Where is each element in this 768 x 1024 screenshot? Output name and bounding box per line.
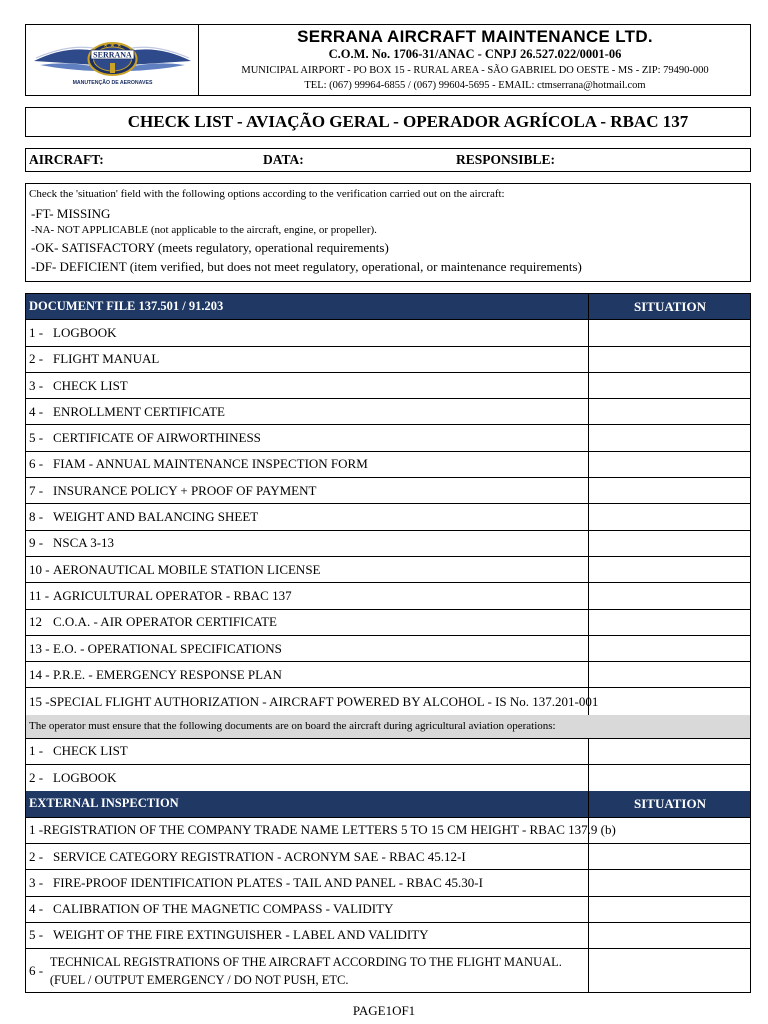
item-text: ENROLLMENT CERTIFICATE bbox=[53, 403, 225, 419]
item-description bbox=[26, 452, 589, 477]
option-deficient: -DF- DEFICIENT (item verified, but does not meet regulatory, operational, or maintenance requirements) bbox=[31, 259, 582, 274]
item-text: CHECK LIST bbox=[53, 743, 128, 759]
checklist-row bbox=[26, 739, 750, 765]
item-description bbox=[26, 557, 589, 582]
item-description bbox=[26, 844, 589, 869]
checklist-row bbox=[26, 636, 750, 662]
checklist-row bbox=[26, 897, 750, 923]
situation-header: SITUATION bbox=[633, 795, 706, 811]
aircraft-field-label: AIRCRAFT: bbox=[29, 152, 104, 167]
item-text: FIAM - ANNUAL MAINTENANCE INSPECTION FORM bbox=[53, 456, 368, 472]
company-name: SERRANA AIRCRAFT MAINTENANCE LTD. bbox=[297, 27, 653, 46]
situation-cell[interactable] bbox=[590, 636, 750, 661]
situation-cell[interactable] bbox=[590, 478, 750, 503]
item-description bbox=[26, 739, 589, 764]
situation-cell[interactable] bbox=[590, 557, 750, 582]
svg-text:★ ★ ★: ★ ★ ★ bbox=[102, 43, 123, 49]
item-number: 11 - bbox=[29, 587, 50, 603]
header-fields bbox=[25, 148, 751, 172]
checklist-row bbox=[26, 949, 750, 992]
checklist-row bbox=[26, 425, 750, 451]
item-number: 4 - bbox=[29, 403, 44, 419]
situation-cell[interactable] bbox=[590, 739, 750, 764]
item-description bbox=[26, 949, 589, 992]
section-header-documents bbox=[26, 294, 750, 320]
item-description bbox=[26, 425, 589, 450]
item-number: 1 - bbox=[29, 324, 44, 340]
item-text: WEIGHT AND BALANCING SHEET bbox=[53, 509, 259, 525]
item-text: CALIBRATION OF THE MAGNETIC COMPASS - VALIDITY bbox=[53, 901, 394, 917]
item-description bbox=[26, 347, 589, 372]
item-number: 10 - bbox=[29, 561, 50, 577]
section-title: DOCUMENT FILE 137.501 / 91.203 bbox=[26, 294, 589, 319]
checklist-row bbox=[26, 347, 750, 373]
item-text: LOGBOOK bbox=[53, 770, 117, 786]
item-text: AGRICULTURAL OPERATOR - RBAC 137 bbox=[53, 587, 292, 603]
item-description bbox=[26, 818, 616, 843]
situation-header: SITUATION bbox=[633, 298, 706, 314]
checklist-row bbox=[26, 478, 750, 504]
checklist-row bbox=[26, 870, 750, 896]
item-text: CHECK LIST bbox=[53, 377, 128, 393]
item-text: SERVICE CATEGORY REGISTRATION - ACRONYM SAE - RBAC 45.12-I bbox=[53, 848, 466, 864]
item-number: 1 - bbox=[29, 822, 44, 838]
option-not-applicable: -NA- NOT APPLICABLE (not applicable to the aircraft, engine, or propeller). bbox=[31, 224, 377, 236]
checklist-row bbox=[26, 610, 750, 636]
checklist-row bbox=[26, 688, 750, 714]
item-number: 5 - bbox=[29, 927, 44, 943]
logo-wordmark: SERRANA bbox=[93, 50, 132, 60]
situation-cell[interactable] bbox=[590, 583, 750, 608]
item-number: 4 - bbox=[29, 901, 44, 917]
instructions-intro: Check the 'situation' field with the following options according to the verification carried out on the aircraft: bbox=[29, 188, 505, 200]
item-description bbox=[26, 531, 589, 556]
item-description bbox=[26, 373, 589, 398]
situation-cell[interactable] bbox=[590, 531, 750, 556]
item-number: 6 - bbox=[29, 456, 44, 472]
logo-tagline: MANUTENÇÃO DE AERONAVES bbox=[72, 80, 153, 86]
situation-cell[interactable] bbox=[590, 373, 750, 398]
onboard-note: The operator must ensure that the following documents are on board the aircraft during agricultural aviation operations: bbox=[29, 720, 556, 733]
item-text: INSURANCE POLICY + PROOF OF PAYMENT bbox=[53, 482, 317, 498]
serrana-logo-image bbox=[26, 25, 199, 95]
item-number: 5 - bbox=[29, 430, 44, 446]
situation-cell[interactable] bbox=[590, 923, 750, 948]
onboard-note-row bbox=[26, 715, 750, 739]
checklist-row bbox=[26, 583, 750, 609]
situation-cell[interactable] bbox=[590, 688, 750, 714]
company-logo bbox=[26, 25, 199, 95]
item-number: 3 - bbox=[29, 874, 44, 890]
item-number: 9 - bbox=[29, 535, 44, 551]
checklist-row bbox=[26, 504, 750, 530]
company-contact: TEL: (067) 99964-6855 / (067) 99604-5695 - EMAIL: ctmserrana@hotmail.com bbox=[304, 80, 646, 91]
checklist-row bbox=[26, 662, 750, 688]
situation-cell[interactable] bbox=[590, 949, 750, 992]
situation-cell[interactable] bbox=[590, 320, 750, 345]
situation-cell[interactable] bbox=[590, 347, 750, 372]
item-description bbox=[26, 504, 589, 529]
date-field-label: DATA: bbox=[263, 152, 304, 167]
checklist-row bbox=[26, 320, 750, 346]
situation-cell[interactable] bbox=[590, 818, 750, 843]
situation-cell[interactable] bbox=[590, 765, 750, 791]
item-number: 7 - bbox=[29, 482, 44, 498]
item-description bbox=[26, 870, 589, 895]
item-text: P.R.E. - EMERGENCY RESPONSE PLAN bbox=[53, 666, 282, 682]
item-text: SPECIAL FLIGHT AUTHORIZATION - AIRCRAFT POWERED BY ALCOHOL - IS No. 137.201-001 bbox=[49, 693, 599, 709]
item-description bbox=[26, 765, 589, 791]
item-description bbox=[26, 636, 589, 661]
item-number: 13 - bbox=[29, 640, 50, 656]
item-number: 3 - bbox=[29, 377, 44, 393]
company-registration: C.O.M. No. 1706-31/ANAC - CNPJ 26.527.022/0001-06 bbox=[328, 47, 622, 61]
item-text: REGISTRATION OF THE COMPANY TRADE NAME LETTERS 5 TO 15 CM HEIGHT - RBAC 137.9 (b) bbox=[43, 822, 616, 838]
item-description bbox=[26, 662, 589, 687]
checklist-row bbox=[26, 531, 750, 557]
item-number: 8 - bbox=[29, 509, 44, 525]
checklist-row bbox=[26, 452, 750, 478]
situation-cell[interactable] bbox=[590, 662, 750, 687]
item-text: C.O.A. - AIR OPERATOR CERTIFICATE bbox=[53, 614, 277, 630]
checklist-row bbox=[26, 399, 750, 425]
situation-cell[interactable] bbox=[590, 452, 750, 477]
item-text: NSCA 3-13 bbox=[53, 535, 115, 551]
item-description bbox=[26, 583, 589, 608]
checklist-table bbox=[25, 293, 751, 993]
item-number: 14 - bbox=[29, 666, 50, 682]
option-satisfactory: -OK- SATISFACTORY (meets regulatory, operational requirements) bbox=[31, 240, 389, 255]
item-number: 2 - bbox=[29, 848, 44, 864]
situation-cell[interactable] bbox=[590, 897, 750, 922]
item-text: AERONAUTICAL MOBILE STATION LICENSE bbox=[53, 561, 321, 577]
situation-cell[interactable] bbox=[590, 870, 750, 895]
document-title-box bbox=[25, 107, 751, 137]
item-number: 6 - bbox=[29, 962, 44, 978]
item-number: 2 - bbox=[29, 351, 44, 367]
item-text: TECHNICAL REGISTRATIONS OF THE AIRCRAFT ACCORDING TO THE FLIGHT MANUAL. (FUEL / OUTPUT EMERGENCY / DO NOT PUSH, ETC. bbox=[49, 954, 562, 987]
item-number: 1 - bbox=[29, 743, 44, 759]
item-description bbox=[26, 478, 589, 503]
item-description bbox=[26, 688, 599, 714]
section-header-external bbox=[26, 791, 750, 817]
page-number: PAGE1OF1 bbox=[352, 1003, 416, 1018]
item-text: FLIGHT MANUAL bbox=[53, 351, 160, 367]
item-description bbox=[26, 610, 589, 635]
option-missing: -FT- MISSING bbox=[31, 206, 111, 221]
company-address: MUNICIPAL AIRPORT - PO BOX 15 - RURAL AREA - SÃO GABRIEL DO OESTE - MS - ZIP: 79490-000 bbox=[241, 65, 709, 76]
item-text: LOGBOOK bbox=[53, 324, 117, 340]
checklist-row bbox=[26, 373, 750, 399]
checklist-row bbox=[26, 765, 750, 791]
company-header bbox=[25, 24, 751, 96]
item-description bbox=[26, 923, 589, 948]
item-text: CERTIFICATE OF AIRWORTHINESS bbox=[53, 430, 261, 446]
situation-cell[interactable] bbox=[590, 610, 750, 635]
situation-cell[interactable] bbox=[590, 504, 750, 529]
situation-cell[interactable] bbox=[590, 844, 750, 869]
checklist-row bbox=[26, 818, 750, 844]
item-description bbox=[26, 399, 589, 424]
responsible-field-label: RESPONSIBLE: bbox=[456, 152, 556, 167]
document-title: CHECK LIST - AVIAÇÃO GERAL - OPERADOR AGRÍCOLA - RBAC 137 bbox=[127, 112, 689, 131]
checklist-row bbox=[26, 844, 750, 870]
checklist-row bbox=[26, 557, 750, 583]
item-description bbox=[26, 320, 589, 345]
item-text: FIRE-PROOF IDENTIFICATION PLATES - TAIL AND PANEL - RBAC 45.30-I bbox=[53, 874, 483, 890]
instructions-box bbox=[25, 183, 751, 282]
item-text: E.O. - OPERATIONAL SPECIFICATIONS bbox=[53, 640, 282, 656]
item-number: 12 bbox=[29, 614, 42, 630]
checklist-row bbox=[26, 923, 750, 949]
item-number: 15 - bbox=[29, 693, 50, 709]
section-title: EXTERNAL INSPECTION bbox=[26, 791, 589, 816]
situation-cell[interactable] bbox=[590, 425, 750, 450]
item-text: WEIGHT OF THE FIRE EXTINGUISHER - LABEL AND VALIDITY bbox=[53, 927, 429, 943]
situation-cell[interactable] bbox=[590, 399, 750, 424]
item-number: 2 - bbox=[29, 770, 44, 786]
item-description bbox=[26, 897, 589, 922]
